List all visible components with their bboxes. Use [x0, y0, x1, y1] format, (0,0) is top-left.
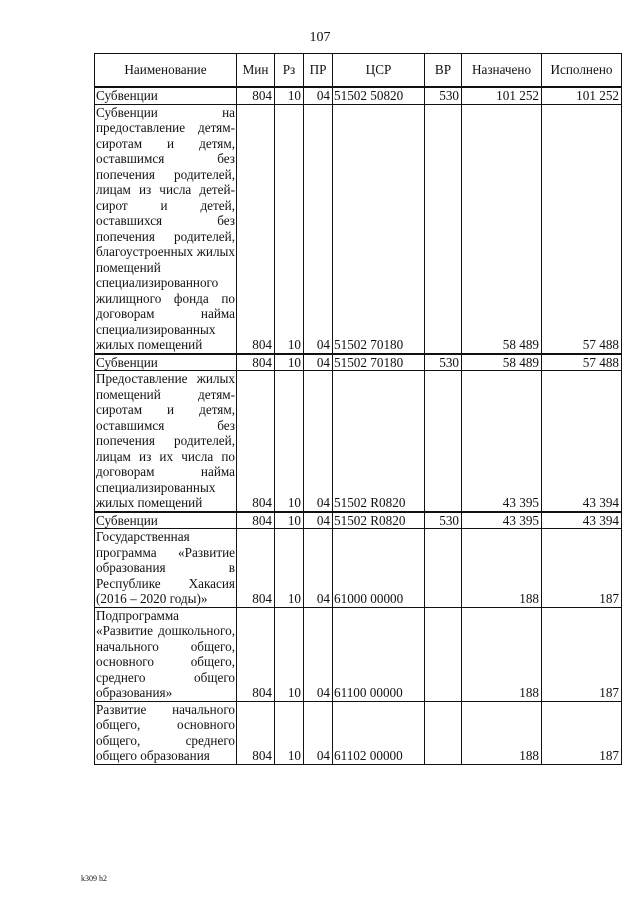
row-pr: 04	[304, 512, 333, 529]
row-pr: 04	[304, 354, 333, 371]
row-min: 804	[237, 104, 275, 354]
row-assigned: 188	[462, 701, 542, 764]
row-executed: 57 488	[542, 354, 622, 371]
row-assigned: 58 489	[462, 354, 542, 371]
row-pr: 04	[304, 87, 333, 104]
header-min: Мин	[237, 54, 275, 88]
row-executed: 43 394	[542, 512, 622, 529]
row-executed: 187	[542, 529, 622, 608]
row-rz: 10	[275, 104, 304, 354]
row-executed: 101 252	[542, 87, 622, 104]
row-executed: 43 394	[542, 371, 622, 512]
header-pr: ПР	[304, 54, 333, 88]
row-name: Субвенции	[95, 512, 237, 529]
table-row	[95, 607, 622, 701]
row-min: 804	[237, 512, 275, 529]
row-name: Субвенции	[95, 354, 237, 371]
row-pr: 04	[304, 607, 333, 701]
row-pr: 04	[304, 104, 333, 354]
footer-code: k309 h2	[81, 874, 107, 883]
table-row	[95, 512, 622, 529]
row-name: Развитие начального общего, основного общего, среднего общего образования	[96, 701, 235, 763]
row-name: Государственная программа «Развитие образования в Республике Хакасия (2016 – 2020 годы)»	[96, 529, 235, 606]
row-csr: 51502 50820	[333, 87, 425, 104]
header-assigned: Назначено	[462, 54, 542, 88]
row-vr: 530	[425, 87, 462, 104]
header-rz: Рз	[275, 54, 304, 88]
row-csr: 51502 R0820	[333, 512, 425, 529]
row-vr: 530	[425, 512, 462, 529]
row-rz: 10	[275, 371, 304, 512]
row-vr	[425, 104, 462, 354]
row-assigned: 43 395	[462, 512, 542, 529]
row-pr: 04	[304, 529, 333, 608]
header-vr: ВР	[425, 54, 462, 88]
row-csr: 61102 00000	[333, 701, 425, 764]
row-pr: 04	[304, 701, 333, 764]
row-assigned: 101 252	[462, 87, 542, 104]
row-csr: 61100 00000	[333, 607, 425, 701]
row-rz: 10	[275, 701, 304, 764]
row-rz: 10	[275, 87, 304, 104]
row-rz: 10	[275, 354, 304, 371]
row-name: Предоставление жилых помещений детям-сиротам и детям, оставшимся без попечения родителей, лицам из их числа по договорам найма специализированных жилых помещений	[96, 371, 235, 510]
row-assigned: 188	[462, 529, 542, 608]
row-min: 804	[237, 371, 275, 512]
row-executed: 187	[542, 701, 622, 764]
table-row	[95, 104, 622, 354]
row-executed: 57 488	[542, 104, 622, 354]
table-header-row	[95, 54, 622, 88]
row-rz: 10	[275, 512, 304, 529]
row-vr	[425, 607, 462, 701]
page-number: 107	[309, 30, 331, 45]
row-vr: 530	[425, 354, 462, 371]
row-min: 804	[237, 701, 275, 764]
row-assigned: 43 395	[462, 371, 542, 512]
row-csr: 51502 70180	[333, 104, 425, 354]
row-vr	[425, 701, 462, 764]
table-row	[95, 87, 622, 104]
table-row	[95, 701, 622, 764]
row-name: Субвенции на предоставление детям-сиротам и детям, оставшимся без попечения родителей, лицам из числа детей-сирот и детей, оставшихся без попечения родителей, благоустроенных жилых помещений специализированного жилищного фонда по договорам найма специализированных жилых помещений	[96, 104, 235, 352]
row-assigned: 58 489	[462, 104, 542, 354]
row-executed: 187	[542, 607, 622, 701]
row-csr: 51502 R0820	[333, 371, 425, 512]
row-rz: 10	[275, 529, 304, 608]
table-row	[95, 354, 622, 371]
row-min: 804	[237, 87, 275, 104]
row-min: 804	[237, 354, 275, 371]
header-executed: Исполнено	[542, 54, 622, 88]
row-name: Подпрограмма «Развитие дошкольного, начального общего, основного общего, среднего общего образования»	[96, 607, 235, 700]
table-row	[95, 371, 622, 512]
row-min: 804	[237, 607, 275, 701]
table-row	[95, 529, 622, 608]
row-name: Субвенции	[95, 87, 237, 104]
header-name: Наименование	[95, 54, 237, 88]
row-rz: 10	[275, 607, 304, 701]
header-csr: ЦСР	[333, 54, 425, 88]
row-csr: 61000 00000	[333, 529, 425, 608]
row-vr	[425, 529, 462, 608]
row-min: 804	[237, 529, 275, 608]
row-vr	[425, 371, 462, 512]
row-pr: 04	[304, 371, 333, 512]
budget-table	[94, 53, 622, 765]
row-csr: 51502 70180	[333, 354, 425, 371]
row-assigned: 188	[462, 607, 542, 701]
